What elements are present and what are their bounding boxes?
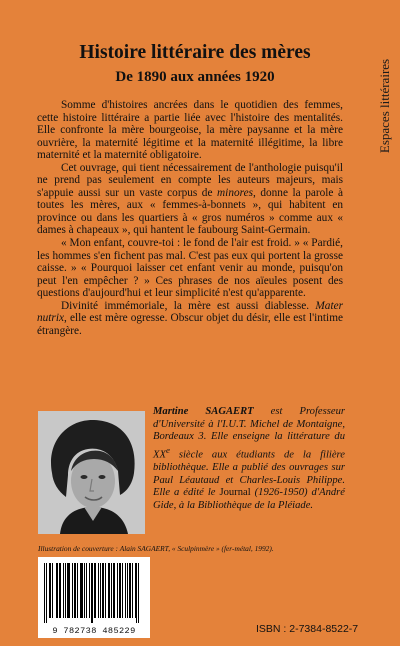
barcode-bar: [86, 563, 87, 618]
blurb-paragraph-1: Somme d'histoires ancrées dans le quotidien des femmes, cette histoire littéraire a partie liée avec l'histoire des mentalités. Elle confronte la mère bourgeoise, la mère paysanne et la mère ouvrière, la maternité légitime et la maternité illégitime, la libre maternité et la maternité obligatoire.: [37, 99, 343, 162]
barcode-bar: [74, 563, 75, 618]
barcode-bar: [94, 563, 95, 618]
blurb-paragraph-4: [37, 300, 343, 338]
barcode-bar: [109, 563, 110, 618]
blurb-p2-end: , donne la parole à toutes les mères, aux « femmes-à-bonnets », qui habitent en province ou dans les quartiers à « gros numéros » comme aux « dames à chapeaux », qui hantent le faubourg Saint-Germain.: [37, 186, 343, 237]
barcode-bar: [57, 563, 58, 618]
blurb-p4-mater: Mater nutrix: [37, 299, 343, 325]
barcode-bar: [98, 563, 99, 618]
barcode-bar: [103, 563, 104, 618]
barcode-bar: [122, 563, 123, 618]
barcode-bar: [92, 563, 93, 623]
author-portrait-image: [38, 411, 145, 534]
barcode-bar: [65, 563, 66, 618]
barcode-bar: [75, 563, 76, 618]
author-name: Martine SAGAERT: [153, 406, 254, 417]
author-bio-part-3: (1926-1950) d'André Gide, à la Bibliothèque de la Pléiade.: [153, 487, 345, 511]
barcode-bar: [68, 563, 69, 618]
book-title: Histoire littéraire des mères: [79, 42, 311, 63]
author-photo: [38, 411, 145, 534]
barcode-bar: [125, 563, 126, 618]
barcode-bar: [119, 563, 120, 618]
author-bio: [153, 406, 345, 512]
barcode-bar: [113, 563, 114, 618]
barcode-bar: [129, 563, 130, 618]
blurb-p2-minores: minores: [217, 186, 253, 199]
barcode-bar: [100, 563, 101, 618]
barcode-bar: [63, 563, 64, 618]
book-subtitle: De 1890 aux années 1920: [115, 69, 275, 85]
barcode-bar: [130, 563, 131, 618]
barcode: [38, 557, 150, 638]
cover-illustration-credit: Illustration de couverture : Alain SAGAERT, « Sculpinmère » (fer-métal, 1992).: [38, 544, 274, 553]
barcode-bar: [72, 563, 73, 618]
barcode-bar: [111, 563, 112, 618]
barcode-bar: [67, 563, 68, 618]
author-bio-journal: Journal: [219, 487, 251, 499]
author-bio-sup: e: [165, 444, 170, 455]
series-label: [374, 6, 396, 206]
isbn: ISBN : 2-7384-8522-7: [256, 623, 359, 635]
series-label-text: Espaces littéraires: [377, 58, 392, 154]
barcode-bar: [117, 563, 118, 618]
barcode-bar: [136, 563, 137, 623]
barcode-bar: [84, 563, 85, 618]
barcode-bars: [38, 557, 150, 625]
barcode-bar: [120, 563, 121, 618]
barcode-bar: [114, 563, 115, 618]
barcode-bar: [49, 563, 50, 618]
barcode-bar: [132, 563, 133, 618]
barcode-bar: [102, 563, 103, 618]
barcode-bar: [69, 563, 70, 618]
barcode-bar: [105, 563, 106, 618]
barcode-bar: [138, 563, 139, 623]
barcode-bar: [50, 563, 51, 618]
barcode-bar: [59, 563, 60, 618]
barcode-bar: [95, 563, 96, 618]
barcode-bar: [77, 563, 78, 618]
blurb-p4-start: Divinité immémoriale, la mère est aussi diablesse.: [61, 299, 316, 312]
blurb-p4-end: , elle est mère ogresse. Obscur objet du désir, elle est l'intime étrangère.: [37, 312, 343, 337]
blurb-p2-start: Cet ouvrage, qui tient nécessairement de l'anthologie puisqu'il ne prend pas seulement en compte les auteurs majeurs, mais s'appuie aussi sur un vaste corpus de: [37, 161, 343, 199]
blurb-paragraph-2: [37, 162, 343, 237]
barcode-bar: [44, 563, 45, 623]
barcode-bar: [81, 563, 82, 618]
barcode-bar: [46, 563, 47, 623]
barcode-bar: [80, 563, 81, 618]
barcode-bar: [108, 563, 109, 618]
author-bio-part-1: est Professeur d'Université à l'I.U.T. Michel de Montaigne, Bordeaux 3. Elle enseigne la littérature du XX: [153, 406, 345, 461]
blurb: [37, 99, 343, 337]
barcode-digits: 9 782738 485229: [52, 626, 136, 636]
barcode-bar: [82, 563, 83, 618]
barcode-bar: [127, 563, 128, 618]
blurb-paragraph-3: « Mon enfant, couvre-toi : le fond de l'air est froid. » « Pardié, les hommes s'en fichent pas mal. C'est pas eux qui portent la grosse caisse. » « Pourquoi laisser cet enfant venir au monde, puisqu'on peut l'en empêcher ? » Ces phrases de nos aïeules posent des questions d'aujourd'hui et leur simplicité n'est qu'apparente.: [37, 237, 343, 300]
barcode-bar: [60, 563, 61, 618]
barcode-bar: [91, 563, 92, 623]
barcode-bar: [89, 563, 90, 618]
barcode-bar: [135, 563, 136, 618]
author-bio-part-2: siècle aux étudiants de la filière bibliothèque. Elle a publié des ouvrages sur Paul Léautaud et Charles-Louis Philippe. Elle a édité le: [153, 449, 345, 499]
barcode-bar: [56, 563, 57, 618]
barcode-bar: [52, 563, 53, 618]
